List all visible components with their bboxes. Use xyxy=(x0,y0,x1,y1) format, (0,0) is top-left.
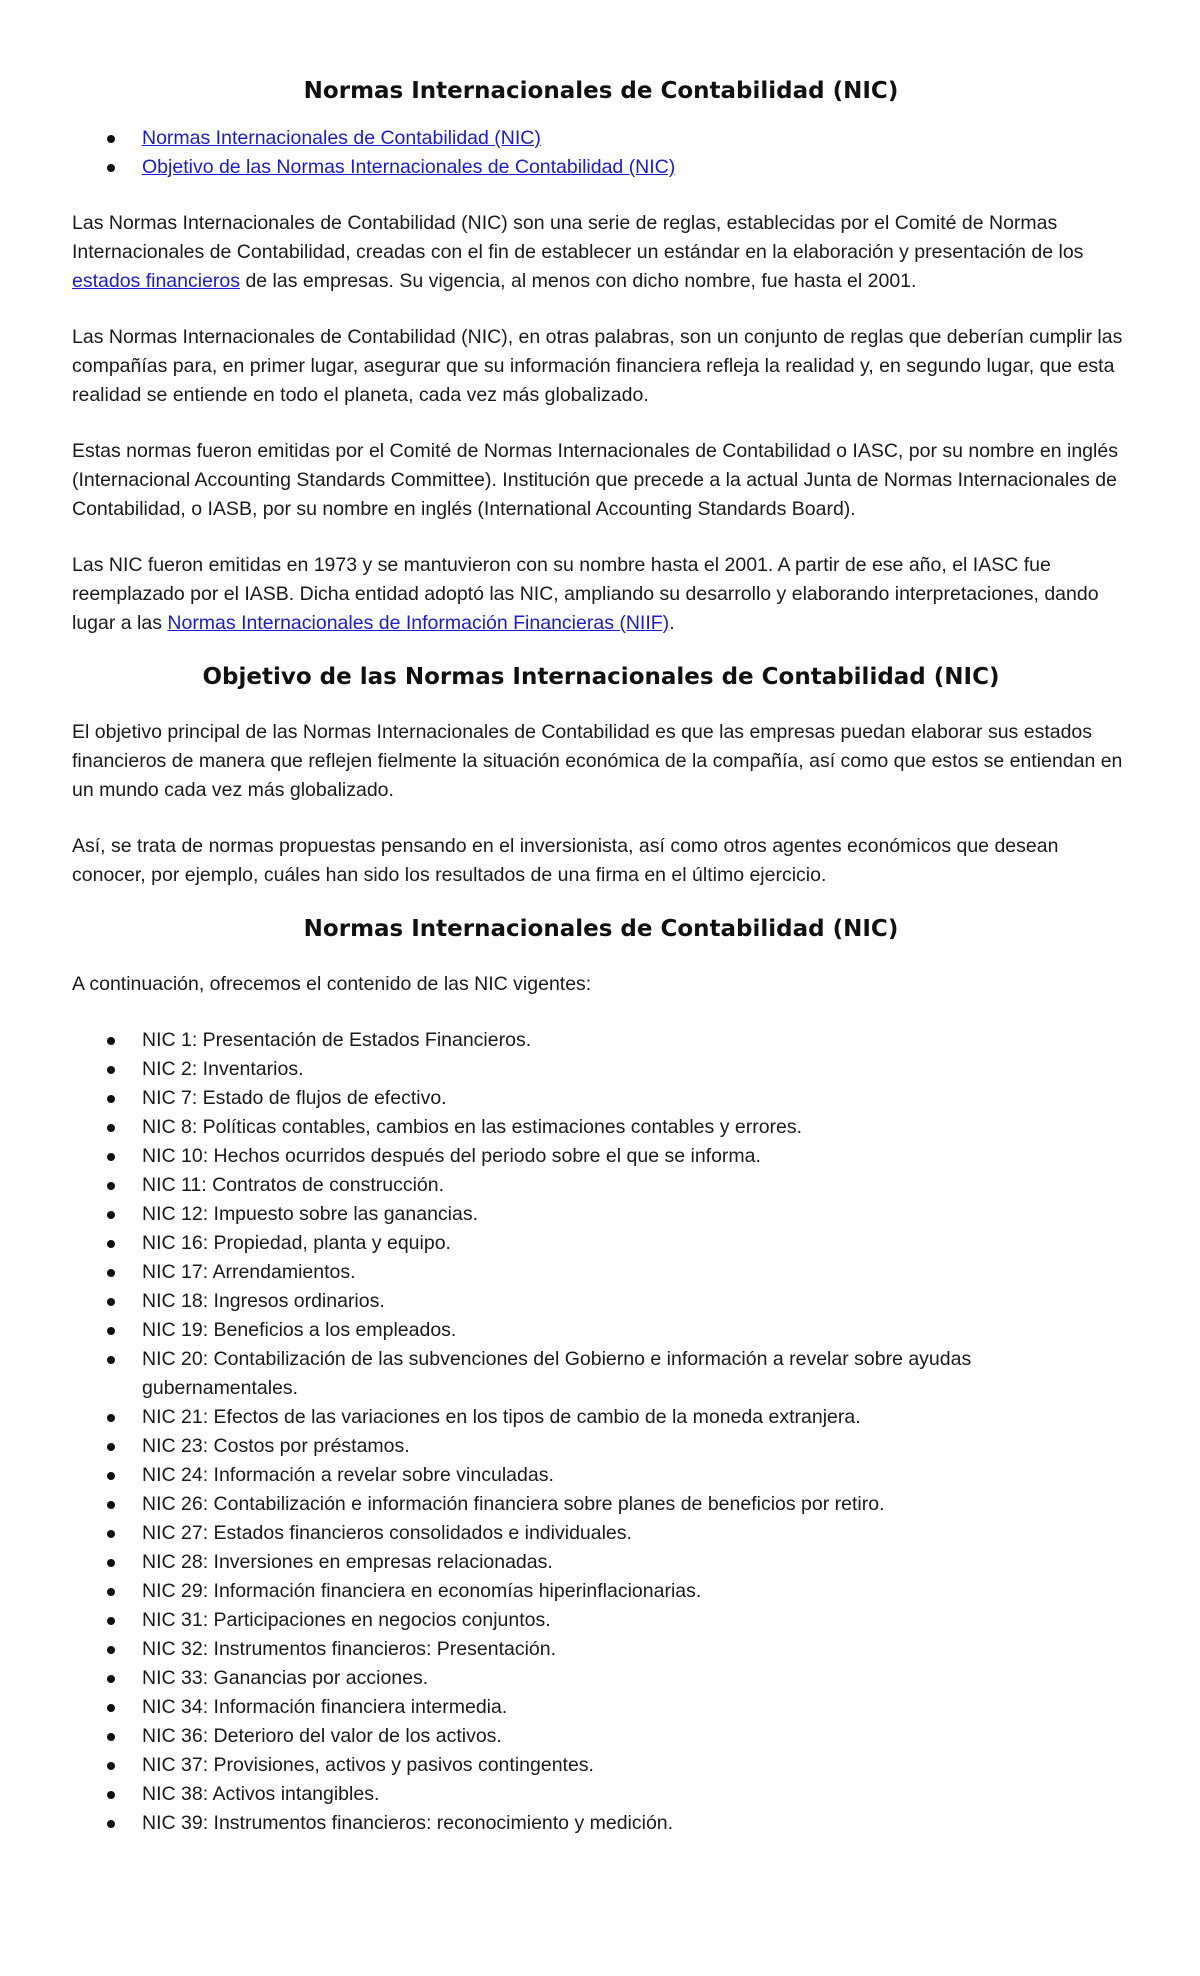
nic-list-item: NIC 34: Información financiera intermedia. xyxy=(72,1693,1130,1722)
nic-list-item: NIC 11: Contratos de construcción. xyxy=(72,1171,1130,1200)
intro-paragraph-3: Estas normas fueron emitidas por el Comité de Normas Internacionales de Contabilidad o IASC, por su nombre en inglés (Internacional Accounting Standards Committee). Institución que precede a la actual Junta de Normas Internacionales de Contabilidad, o IASB, por su nombre en inglés (International Accounting Standards Board). xyxy=(72,440,1118,520)
nic-list-item: NIC 26: Contabilización e información financiera sobre planes de beneficios por retiro. xyxy=(72,1490,1130,1519)
link-estados-financieros[interactable]: estados financieros xyxy=(72,270,241,292)
nic-list-item: NIC 21: Efectos de las variaciones en los tipos de cambio de la moneda extranjera. xyxy=(72,1403,1130,1432)
nic-list-item: NIC 31: Participaciones en negocios conjuntos. xyxy=(72,1606,1130,1635)
objective-heading: Objetivo de las Normas Internacionales de Contabilidad (NIC) xyxy=(202,664,1000,690)
nic-list-item: NIC 36: Deterioro del valor de los activos. xyxy=(72,1722,1130,1751)
intro-paragraph-2: Las Normas Internacionales de Contabilidad (NIC), en otras palabras, son un conjunto de reglas que deberían cumplir las compañías para, en primer lugar, asegurar que su información financiera refleja la realidad y, en segundo lugar, que esta realidad se entiende en todo el planeta, cada vez más globalizado. xyxy=(72,326,1123,406)
toc-link-objetivo[interactable]: Objetivo de las Normas Internacionales de Contabilidad (NIC) xyxy=(142,156,676,178)
page-title: Normas Internacionales de Contabilidad (NIC) xyxy=(303,78,899,104)
nic-list-item: NIC 7: Estado de flujos de efectivo. xyxy=(72,1084,1130,1113)
objective-paragraph-2: Así, se trata de normas propuestas pensando en el inversionista, así como otros agentes económicos que desean conocer, por ejemplo, cuáles han sido los resultados de una firma en el último ejercicio. xyxy=(72,835,1059,886)
nic-list-item: NIC 1: Presentación de Estados Financieros. xyxy=(72,1026,1130,1055)
nic-list-item: NIC 24: Información a revelar sobre vinculadas. xyxy=(72,1461,1130,1490)
nic-list-item: NIC 16: Propiedad, planta y equipo. xyxy=(72,1229,1130,1258)
nic-list xyxy=(72,1026,1130,1838)
toc-item xyxy=(72,124,1130,153)
objective-paragraph-1: El objetivo principal de las Normas Internacionales de Contabilidad es que las empresas puedan elaborar sus estados financieros de manera que reflejen fielmente la situación económica de la compañía, así como que estos se entiendan en un mundo cada vez más globalizado. xyxy=(72,721,1123,801)
nic-section-heading: Normas Internacionales de Contabilidad (NIC) xyxy=(303,916,899,942)
nic-list-item: NIC 10: Hechos ocurridos después del periodo sobre el que se informa. xyxy=(72,1142,1130,1171)
nic-list-item: NIC 20: Contabilización de las subvenciones del Gobierno e información a revelar sobre ayudas gubernamentales. xyxy=(72,1345,1130,1403)
intro-text: . xyxy=(669,612,675,634)
nic-list-item: NIC 32: Instrumentos financieros: Presentación. xyxy=(72,1635,1130,1664)
nic-list-item: NIC 38: Activos intangibles. xyxy=(72,1780,1130,1809)
nic-list-item: NIC 27: Estados financieros consolidados e individuales. xyxy=(72,1519,1130,1548)
nic-list-item: NIC 19: Beneficios a los empleados. xyxy=(72,1316,1130,1345)
nic-list-item: NIC 2: Inventarios. xyxy=(72,1055,1130,1084)
nic-list-item: NIC 39: Instrumentos financieros: reconocimiento y medición. xyxy=(72,1809,1130,1838)
intro-paragraph-4 xyxy=(72,551,1130,638)
nic-list-item: NIC 29: Información financiera en economías hiperinflacionarias. xyxy=(72,1577,1130,1606)
intro-text: Las NIC fueron emitidas en 1973 y se mantuvieron con su nombre hasta el 2001. A partir de ese año, el IASC fue reemplazado por el IASB. Dicha entidad adoptó las NIC, ampliando su desarrollo y elaborando interpretaciones, dando lugar a las xyxy=(72,554,1099,634)
nic-list-item: NIC 18: Ingresos ordinarios. xyxy=(72,1287,1130,1316)
nic-list-item: NIC 37: Provisiones, activos y pasivos contingentes. xyxy=(72,1751,1130,1780)
table-of-contents xyxy=(72,124,1130,182)
intro-paragraph-1 xyxy=(72,209,1130,296)
nic-list-item: NIC 17: Arrendamientos. xyxy=(72,1258,1130,1287)
nic-list-item: NIC 12: Impuesto sobre las ganancias. xyxy=(72,1200,1130,1229)
link-niif[interactable]: Normas Internacionales de Información Financieras (NIIF) xyxy=(167,612,670,634)
nic-list-item: NIC 33: Ganancias por acciones. xyxy=(72,1664,1130,1693)
nic-section-intro: A continuación, ofrecemos el contenido de las NIC vigentes: xyxy=(72,973,592,995)
intro-text: de las empresas. Su vigencia, al menos con dicho nombre, fue hasta el 2001. xyxy=(240,270,917,292)
intro-text: Las Normas Internacionales de Contabilidad (NIC) son una serie de reglas, establecidas por el Comité de Normas Internacionales de Contabilidad, creadas con el fin de establecer un estándar en la elaboración y presentación de los xyxy=(72,212,1084,263)
toc-link-nic[interactable]: Normas Internacionales de Contabilidad (NIC) xyxy=(142,127,541,149)
nic-list-item: NIC 8: Políticas contables, cambios en las estimaciones contables y errores. xyxy=(72,1113,1130,1142)
nic-list-item: NIC 23: Costos por préstamos. xyxy=(72,1432,1130,1461)
nic-list-item: NIC 28: Inversiones en empresas relacionadas. xyxy=(72,1548,1130,1577)
toc-item xyxy=(72,153,1130,182)
